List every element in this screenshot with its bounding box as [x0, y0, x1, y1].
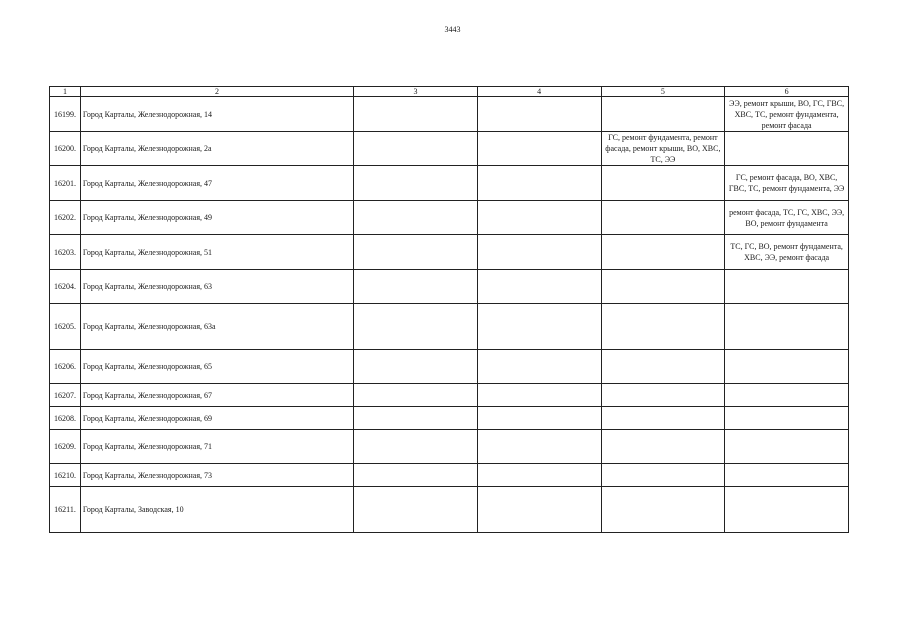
- cell-col5: [601, 407, 725, 430]
- address-cell: Город Карталы, Железнодорожная, 65: [80, 350, 353, 384]
- cell-col4: [477, 464, 601, 487]
- table-row: [50, 97, 849, 132]
- address-cell: Город Карталы, Железнодорожная, 47: [80, 166, 353, 201]
- row-number: 16205.: [50, 304, 81, 350]
- row-number: 16211.: [50, 487, 81, 533]
- cell-col4: [477, 235, 601, 270]
- register-table: [49, 86, 849, 533]
- table-row: [50, 350, 849, 384]
- cell-col5: [601, 487, 725, 533]
- table-row: [50, 270, 849, 304]
- cell-col4: [477, 384, 601, 407]
- cell-col4: [477, 270, 601, 304]
- address-cell: Город Карталы, Железнодорожная, 2а: [80, 132, 353, 166]
- address-cell: Город Карталы, Железнодорожная, 67: [80, 384, 353, 407]
- cell-col6: ЭЭ, ремонт крыши, ВО, ГС, ГВС, ХВС, ТС, ремонт фундамента, ремонт фасада: [725, 97, 849, 132]
- cell-col6: [725, 270, 849, 304]
- row-number: 16207.: [50, 384, 81, 407]
- cell-col4: [477, 166, 601, 201]
- row-number: 16210.: [50, 464, 81, 487]
- address-cell: Город Карталы, Железнодорожная, 71: [80, 430, 353, 464]
- cell-col6: ремонт фасада, ТС, ГС, ХВС, ЭЭ, ВО, ремонт фундамента: [725, 201, 849, 235]
- row-number: 16206.: [50, 350, 81, 384]
- cell-col6: ГС, ремонт фасада, ВО, ХВС, ГВС, ТС, ремонт фундамента, ЭЭ: [725, 166, 849, 201]
- cell-col4: [477, 487, 601, 533]
- cell-col5: [601, 270, 725, 304]
- table-row: [50, 384, 849, 407]
- column-header: 2: [80, 87, 353, 97]
- table-row: [50, 235, 849, 270]
- cell-col3: [354, 384, 478, 407]
- cell-col3: [354, 97, 478, 132]
- cell-col3: [354, 235, 478, 270]
- cell-col6: [725, 407, 849, 430]
- cell-col4: [477, 407, 601, 430]
- cell-col6: [725, 384, 849, 407]
- cell-col4: [477, 132, 601, 166]
- table-row: [50, 487, 849, 533]
- cell-col6: [725, 132, 849, 166]
- cell-col3: [354, 166, 478, 201]
- row-number: 16202.: [50, 201, 81, 235]
- column-header: 3: [354, 87, 478, 97]
- row-number: 16203.: [50, 235, 81, 270]
- row-number: 16199.: [50, 97, 81, 132]
- cell-col6: [725, 430, 849, 464]
- column-header: 6: [725, 87, 849, 97]
- page-number: 3443: [444, 25, 461, 34]
- cell-col4: [477, 350, 601, 384]
- table-row: [50, 166, 849, 201]
- cell-col3: [354, 132, 478, 166]
- cell-col5: [601, 430, 725, 464]
- cell-col5: [601, 97, 725, 132]
- cell-col4: [477, 304, 601, 350]
- cell-col5: [601, 201, 725, 235]
- cell-col5: [601, 464, 725, 487]
- cell-col3: [354, 407, 478, 430]
- address-cell: Город Карталы, Железнодорожная, 51: [80, 235, 353, 270]
- cell-col3: [354, 304, 478, 350]
- row-number: 16209.: [50, 430, 81, 464]
- row-number: 16201.: [50, 166, 81, 201]
- column-header: 5: [601, 87, 725, 97]
- cell-col6: [725, 487, 849, 533]
- cell-col4: [477, 201, 601, 235]
- address-cell: Город Карталы, Заводская, 10: [80, 487, 353, 533]
- cell-col5: [601, 304, 725, 350]
- cell-col5: [601, 350, 725, 384]
- header-row: [50, 87, 849, 97]
- cell-col6: ТС, ГС, ВО, ремонт фундамента, ХВС, ЭЭ, ремонт фасада: [725, 235, 849, 270]
- cell-col4: [477, 97, 601, 132]
- cell-col5: [601, 166, 725, 201]
- column-header: 1: [50, 87, 81, 97]
- table-row: [50, 304, 849, 350]
- row-number: 16208.: [50, 407, 81, 430]
- table-row: [50, 407, 849, 430]
- table-row: [50, 132, 849, 166]
- cell-col6: [725, 464, 849, 487]
- cell-col3: [354, 350, 478, 384]
- address-cell: Город Карталы, Железнодорожная, 14: [80, 97, 353, 132]
- table-row: [50, 201, 849, 235]
- address-cell: Город Карталы, Железнодорожная, 63а: [80, 304, 353, 350]
- address-cell: Город Карталы, Железнодорожная, 69: [80, 407, 353, 430]
- cell-col3: [354, 487, 478, 533]
- cell-col3: [354, 464, 478, 487]
- cell-col6: [725, 350, 849, 384]
- address-cell: Город Карталы, Железнодорожная, 63: [80, 270, 353, 304]
- cell-col4: [477, 430, 601, 464]
- address-cell: Город Карталы, Железнодорожная, 73: [80, 464, 353, 487]
- cell-col6: [725, 304, 849, 350]
- column-header: 4: [477, 87, 601, 97]
- table-row: [50, 430, 849, 464]
- cell-col5: ГС, ремонт фундамента, ремонт фасада, ремонт крыши, ВО, ХВС, ТС, ЭЭ: [601, 132, 725, 166]
- table-row: [50, 464, 849, 487]
- row-number: 16200.: [50, 132, 81, 166]
- cell-col3: [354, 270, 478, 304]
- address-cell: Город Карталы, Железнодорожная, 49: [80, 201, 353, 235]
- cell-col5: [601, 384, 725, 407]
- cell-col3: [354, 201, 478, 235]
- cell-col5: [601, 235, 725, 270]
- row-number: 16204.: [50, 270, 81, 304]
- cell-col3: [354, 430, 478, 464]
